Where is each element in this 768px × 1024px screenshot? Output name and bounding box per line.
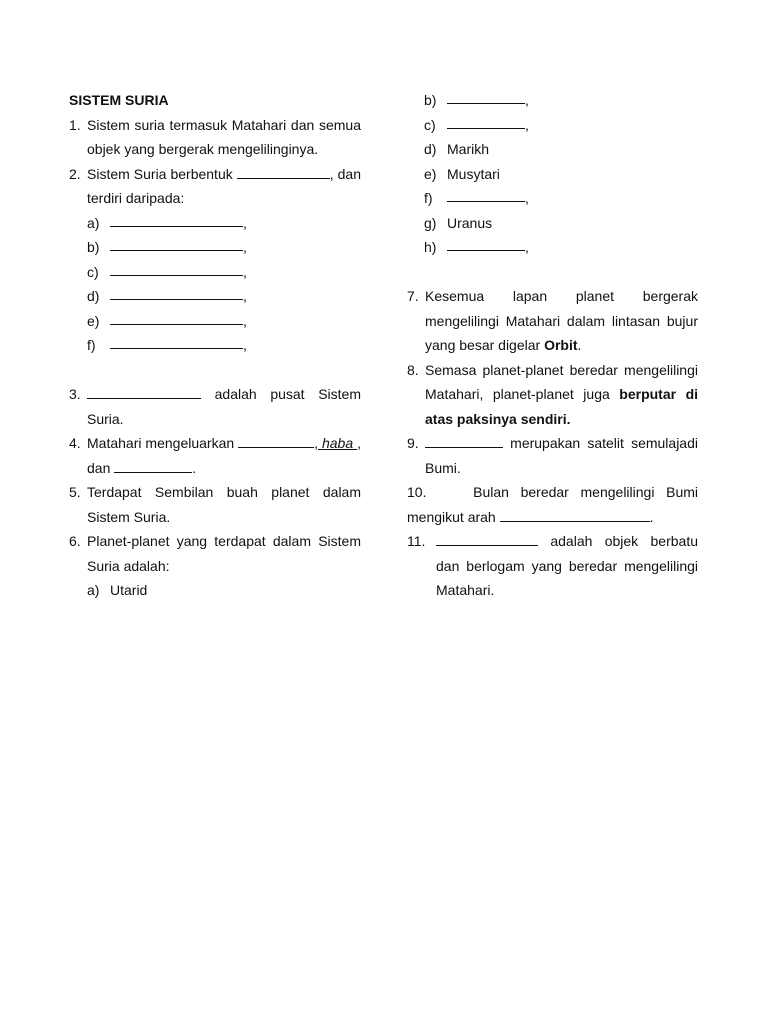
question-6: 6. Planet-planet yang terdapat dalam Sistem Suria adalah:	[69, 533, 361, 574]
option-row: b) ,	[69, 235, 361, 260]
answer-blank[interactable]	[110, 333, 243, 349]
answer-blank[interactable]	[500, 506, 650, 522]
question-2: 2. Sistem Suria berbentuk , dan terdiri daripada:	[69, 162, 361, 211]
question-9: 9. merupakan satelit semulajadi Bumi.	[407, 431, 698, 480]
option-row: a) ,	[69, 211, 361, 236]
question-2-options	[69, 211, 361, 358]
answer-blank[interactable]	[238, 432, 314, 448]
answer-blank[interactable]	[447, 186, 525, 202]
answer-blank[interactable]	[110, 284, 243, 300]
planet-item: g) Uranus	[424, 214, 493, 231]
answer-blank[interactable]	[87, 383, 201, 399]
planet-list-continued	[407, 88, 698, 260]
question-11: 11. adalah objek berbatu dan berlogam yang beredar mengelilingi Matahari.	[407, 529, 698, 603]
answer-blank[interactable]	[447, 113, 525, 129]
answer-blank[interactable]	[425, 432, 503, 448]
planet-item: a) Utarid	[87, 582, 148, 598]
filled-answer: haba	[321, 435, 354, 451]
answer-blank[interactable]	[447, 235, 525, 251]
answer-blank[interactable]	[110, 235, 243, 251]
answer-blank[interactable]	[447, 88, 525, 104]
worksheet-title: SISTEM SURIA	[69, 92, 169, 108]
question-4: 4. Matahari mengeluarkan , haba , dan .	[69, 431, 361, 480]
option-row: d) ,	[69, 284, 361, 309]
planet-item: c) ,	[424, 113, 698, 138]
answer-blank[interactable]	[237, 163, 330, 179]
left-column	[69, 88, 361, 603]
question-7: 7. Kesemua lapan planet bergerak mengelilingi Matahari dalam lintasan bujur yang besar digelar Orbit.	[407, 288, 698, 353]
planet-item: h) ,	[424, 235, 698, 260]
question-5: 5. Terdapat Sembilan buah planet dalam Sistem Suria.	[69, 484, 361, 525]
answer-blank[interactable]	[114, 457, 192, 473]
answer-blank[interactable]	[110, 309, 243, 325]
right-column	[407, 88, 698, 603]
answer-blank[interactable]	[436, 530, 538, 546]
question-8: 8. Semasa planet-planet beredar mengelilingi Matahari, planet-planet juga berputar di atas paksinya sendiri.	[407, 361, 699, 427]
question-10: 10. Bulan beredar mengelilingi Bumi mengikut arah .	[407, 484, 698, 525]
option-row: f) ,	[69, 333, 361, 358]
option-row: c) ,	[69, 260, 361, 285]
question-3: 3. adalah pusat Sistem Suria.	[69, 382, 361, 431]
planet-item: f) ,	[424, 186, 698, 211]
question-1: 1. Sistem suria termasuk Matahari dan semua objek yang bergerak mengelilinginya.	[69, 116, 361, 157]
answer-blank[interactable]	[110, 260, 243, 276]
planet-item: b) ,	[424, 88, 698, 113]
planet-item: d) Marikh	[424, 141, 490, 157]
planet-item: e) Musytari	[424, 165, 500, 182]
answer-blank[interactable]	[110, 211, 243, 227]
option-row: e) ,	[69, 309, 361, 334]
